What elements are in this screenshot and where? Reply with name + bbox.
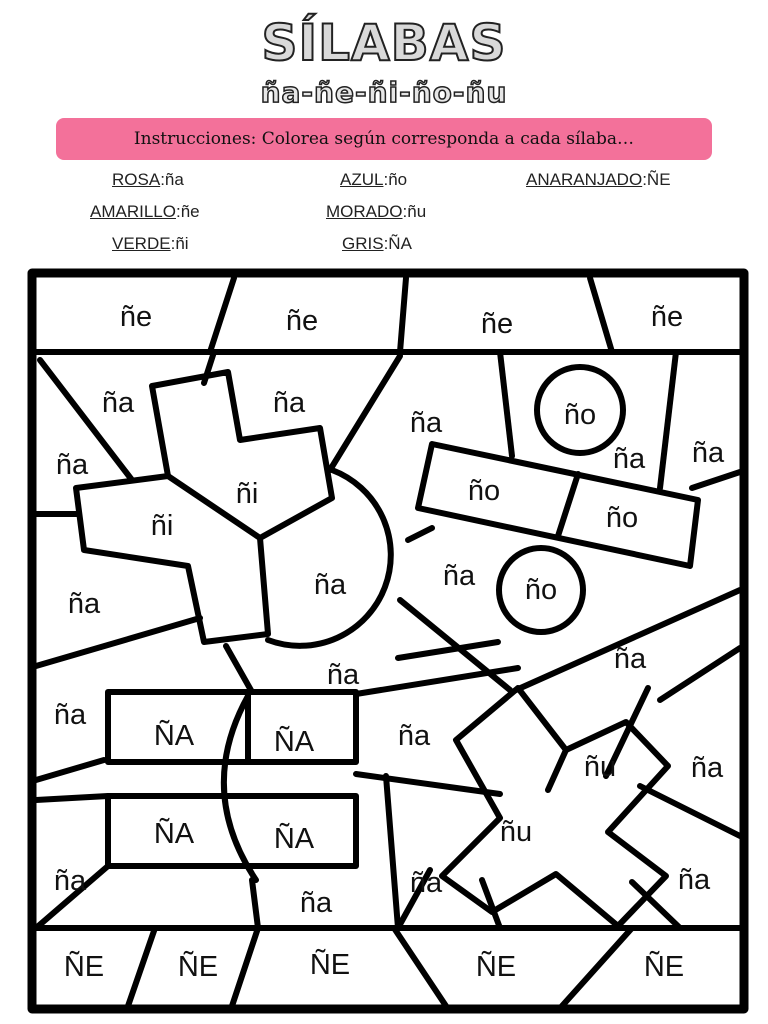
region-label[interactable]: ña: [326, 659, 360, 691]
region-label[interactable]: ñe: [480, 308, 514, 340]
region-label[interactable]: ñe: [119, 301, 153, 333]
region-label[interactable]: ÑA: [153, 720, 195, 752]
key-color-name: ROSA: [112, 170, 161, 189]
key-color-name: GRIS: [342, 234, 384, 253]
key-syllable: ñe: [180, 202, 200, 221]
page-subtitle: ña-ñe-ñi-ño-ñu: [260, 76, 508, 109]
key-color-name: AMARILLO: [90, 202, 176, 221]
region-label[interactable]: ÑE: [177, 951, 219, 983]
region-label[interactable]: ña: [690, 752, 724, 784]
key-color-name: VERDE: [112, 234, 171, 253]
key-syllable: ñu: [407, 202, 427, 221]
region-label[interactable]: ño: [467, 475, 501, 507]
key-color-name: MORADO: [326, 202, 403, 221]
key-syllable: ÑE: [646, 170, 671, 189]
region-label[interactable]: ño: [605, 502, 639, 534]
key-rosa: ROSA:ña: [112, 170, 184, 189]
region-label[interactable]: ño: [563, 399, 597, 431]
region-label[interactable]: ña: [409, 407, 443, 439]
bar-shape: [418, 444, 698, 566]
region-label[interactable]: ÑA: [273, 823, 315, 855]
region-label[interactable]: ña: [409, 867, 443, 899]
region-label[interactable]: ña: [691, 437, 725, 469]
key-azul: AZUL:ño: [340, 170, 408, 189]
region-label[interactable]: ña: [442, 560, 476, 592]
key-syllable: ño: [388, 170, 408, 189]
region-label[interactable]: ña: [53, 699, 87, 731]
region-label[interactable]: ña: [67, 588, 101, 620]
region-label[interactable]: ña: [397, 720, 431, 752]
key-anaranjado: ANARANJADO:ÑE: [526, 170, 671, 189]
region-label[interactable]: ñi: [235, 478, 259, 510]
region-label[interactable]: ña: [55, 449, 89, 481]
key-gris: GRIS:ÑA: [342, 234, 412, 253]
region-label[interactable]: ÑA: [153, 818, 195, 850]
region-label[interactable]: ña: [677, 864, 711, 896]
region-label[interactable]: ña: [299, 887, 333, 919]
key-amarillo: AMARILLO:ñe: [90, 202, 200, 221]
region-label[interactable]: ña: [313, 569, 347, 601]
region-label[interactable]: ña: [612, 443, 646, 475]
region-label[interactable]: ñu: [583, 751, 617, 783]
page-title: SÍLABAS: [261, 14, 507, 72]
region-label[interactable]: ÑA: [273, 726, 315, 758]
region-label[interactable]: ñe: [650, 301, 684, 333]
key-color-name: AZUL: [340, 170, 384, 189]
region-label[interactable]: ÑE: [643, 951, 685, 983]
region-label[interactable]: ña: [53, 865, 87, 897]
key-verde: VERDE:ñi: [112, 234, 189, 253]
instructions-banner: Instrucciones: Colorea según corresponda a cada sílaba…: [56, 118, 712, 160]
key-morado: MORADO:ñu: [326, 202, 427, 221]
region-label[interactable]: ño: [524, 574, 558, 606]
region-label[interactable]: ÑE: [475, 951, 517, 983]
key-syllable: ña: [164, 170, 184, 189]
region-label[interactable]: ñi: [150, 510, 174, 542]
region-label[interactable]: ña: [272, 387, 306, 419]
region-label[interactable]: ÑE: [63, 951, 105, 983]
key-syllable: ñi: [175, 234, 189, 253]
region-label[interactable]: ña: [101, 387, 135, 419]
key-syllable: ÑA: [388, 234, 412, 253]
puzzle-frame: [32, 273, 744, 1009]
region-label[interactable]: ñe: [285, 305, 319, 337]
region-label[interactable]: ñu: [499, 816, 533, 848]
key-color-name: ANARANJADO: [526, 170, 643, 189]
region-label[interactable]: ña: [613, 643, 647, 675]
region-label[interactable]: ÑE: [309, 949, 351, 981]
